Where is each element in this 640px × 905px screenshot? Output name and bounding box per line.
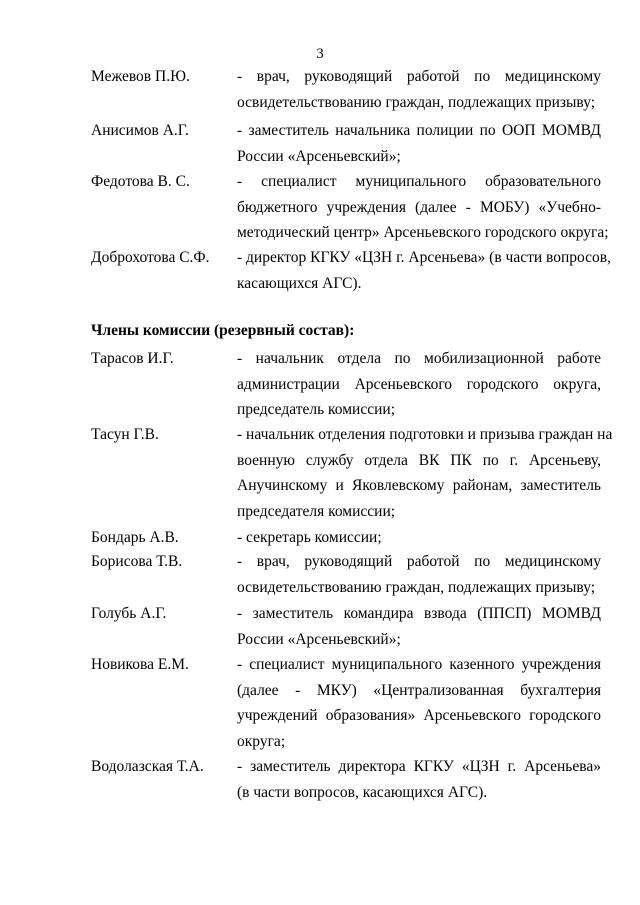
member-role: - начальник отделения подготовки и призыва граждан на военную службу отдела ВК ПК по г. Арсеньеву, Анучинскому и Яковлевскому районам, заместитель председателя комиссии; [237,426,613,520]
member-role: - врач, руководящий работой по медицинскому освидетельствованию граждан, подлежащих призыву; [237,68,601,111]
member-name: Водолазская Т.А. [91,758,204,775]
page-number: 3 [316,46,324,62]
member-name: Голубь А.Г. [91,605,167,622]
member-role: - начальник отдела по мобилизационной работе администрации Арсеньевского городского округа, председатель комиссии; [237,350,601,418]
member-name: Анисимов А.Г. [91,122,189,139]
member-name: Бондарь А.В. [91,529,179,546]
member-role: - специалист муниципального казенного учреждения (далее - МКУ) «Централизованная бухгалтерия учреждений образования» Арсеньевского городского округа; [237,656,601,750]
member-name: Тасун Г.В. [91,426,159,443]
member-role: - заместитель командира взвода (ППСП) МОМВД России «Арсеньевский»; [237,605,601,648]
member-name: Новикова Е.М. [91,656,189,673]
member-name: Доброхотова С.Ф. [91,249,210,266]
member-name: Межевов П.Ю. [91,68,190,85]
member-name: Федотова В. С. [91,173,190,190]
member-role: - врач, руководящий работой по медицинскому освидетельствованию граждан, подлежащих призыву; [237,553,601,596]
member-role: - специалист муниципального образовательного бюджетного учреждения (далее - МОБУ) «Учебно- методический центр» Арсеньевского городского округа; [237,173,609,241]
member-role: - секретарь комиссии; [237,529,382,546]
member-role: - заместитель начальника полиции по ООП МОМВД России «Арсеньевский»; [237,122,601,165]
reserve-section-heading: Члены комиссии (резервный состав): [91,322,355,339]
member-name: Борисова Т.В. [91,553,183,570]
member-role: - директор КГКУ «ЦЗН г. Арсеньева» (в части вопросов, касающихся АГС). [237,249,612,292]
member-name: Тарасов И.Г. [91,350,174,367]
member-role: - заместитель директора КГКУ «ЦЗН г. Арсеньева» (в части вопросов, касающихся АГС). [237,758,601,801]
